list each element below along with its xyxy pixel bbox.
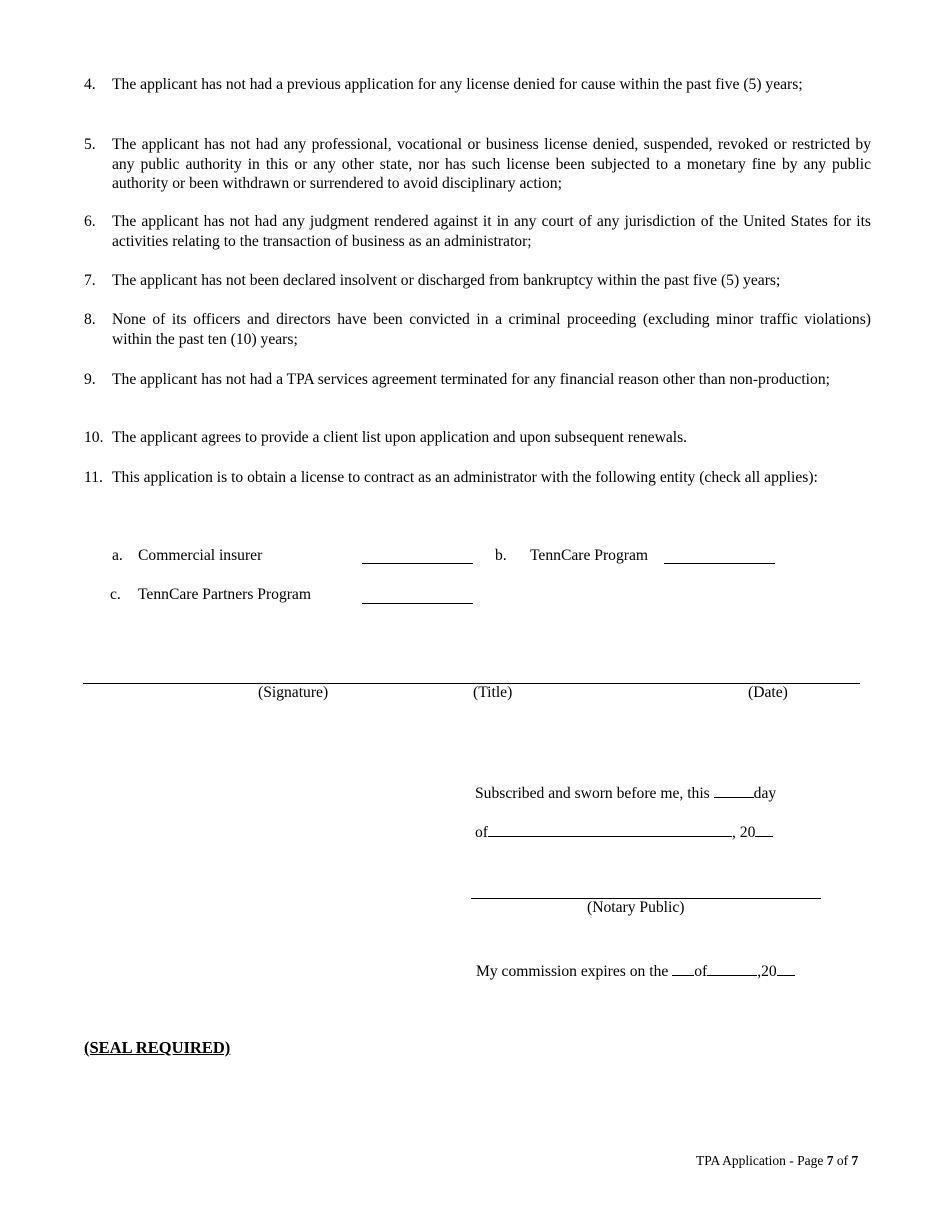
signature-label: (Signature) <box>258 684 329 701</box>
condition-item-9 <box>84 370 871 390</box>
item-number: 11. <box>84 469 103 486</box>
item-text: The applicant has not been declared insolvent or discharged from bankruptcy within the past five (5) years; <box>112 272 781 289</box>
title-label: (Title) <box>473 684 513 701</box>
commission-year: ,20 <box>757 963 777 980</box>
commission-month-blank[interactable] <box>707 959 757 976</box>
footer-prefix: TPA Application - Page <box>696 1153 827 1168</box>
year-blank[interactable] <box>755 820 773 837</box>
condition-item-10 <box>84 428 871 448</box>
condition-item-7 <box>84 271 871 291</box>
commission-of: of <box>694 963 708 980</box>
entity-a-check-blank[interactable] <box>362 563 473 564</box>
footer-of: of <box>833 1153 852 1168</box>
month-blank[interactable] <box>488 820 732 837</box>
commission-text: My commission expires on the <box>476 963 669 980</box>
condition-item-11 <box>84 468 871 488</box>
entity-b-check-blank[interactable] <box>664 563 775 564</box>
entity-a-label: Commercial insurer <box>138 547 263 564</box>
footer-page-number: 7 <box>826 1153 834 1168</box>
page-footer <box>696 1153 858 1169</box>
item-text: The applicant agrees to provide a client list upon application and upon subsequent renewals. <box>112 429 688 446</box>
item-text: The applicant has not had a TPA services agreement terminated for any financial reason other than non-production; <box>112 371 830 388</box>
commission-day-blank[interactable] <box>672 959 694 976</box>
item-text: The applicant has not had any professional, vocational or business license denied, suspended, revoked or restricted by any public authority in this or any other state, nor has such license been subjected to a monetary fine by any public authority or been withdrawn or surrendered to avoid disciplinary action; <box>112 136 871 192</box>
condition-item-8 <box>84 310 871 349</box>
entity-b-letter: b. <box>495 547 507 564</box>
entity-c-check-blank[interactable] <box>362 603 473 604</box>
entity-a-letter: a. <box>112 547 123 564</box>
item-text: The applicant has not had any judgment rendered against it in any court of any jurisdiction of the United States for its activities relating to the transaction of business as an administrator; <box>112 213 871 250</box>
condition-item-6 <box>84 212 871 251</box>
subscribed-line <box>475 781 776 803</box>
item-number: 9. <box>84 371 96 388</box>
item-number: 8. <box>84 311 96 328</box>
condition-item-4 <box>84 75 871 95</box>
year-text: , 20 <box>732 824 756 841</box>
entity-c-letter: c. <box>110 586 121 603</box>
entity-c-label: TennCare Partners Program <box>138 586 311 603</box>
item-number: 5. <box>84 136 96 153</box>
day-text: day <box>753 785 777 802</box>
item-number: 10. <box>84 429 104 446</box>
of-text: of <box>475 824 488 841</box>
item-text: This application is to obtain a license to contract as an administrator with the following entity (check all applies): <box>112 469 818 486</box>
item-number: 6. <box>84 213 96 230</box>
footer-page-total: 7 <box>851 1153 859 1168</box>
item-text: The applicant has not had a previous application for any license denied for cause within the past five (5) years; <box>112 76 803 93</box>
item-number: 4. <box>84 76 96 93</box>
notary-public-label: (Notary Public) <box>587 899 685 916</box>
commission-line <box>476 959 795 981</box>
item-text: None of its officers and directors have been convicted in a criminal proceeding (excluding minor traffic violations) within the past ten (10) years; <box>112 311 871 348</box>
subscribed-text: Subscribed and sworn before me, this <box>475 785 710 802</box>
commission-year-blank[interactable] <box>777 959 795 976</box>
entity-b-label: TennCare Program <box>530 547 648 564</box>
seal-required-notice: (SEAL REQUIRED) <box>84 1038 231 1057</box>
condition-item-5 <box>84 135 871 194</box>
day-blank[interactable] <box>714 781 754 798</box>
item-number: 7. <box>84 272 96 289</box>
signature-line[interactable] <box>83 683 860 684</box>
month-year-line <box>475 820 773 842</box>
date-label: (Date) <box>748 684 788 701</box>
